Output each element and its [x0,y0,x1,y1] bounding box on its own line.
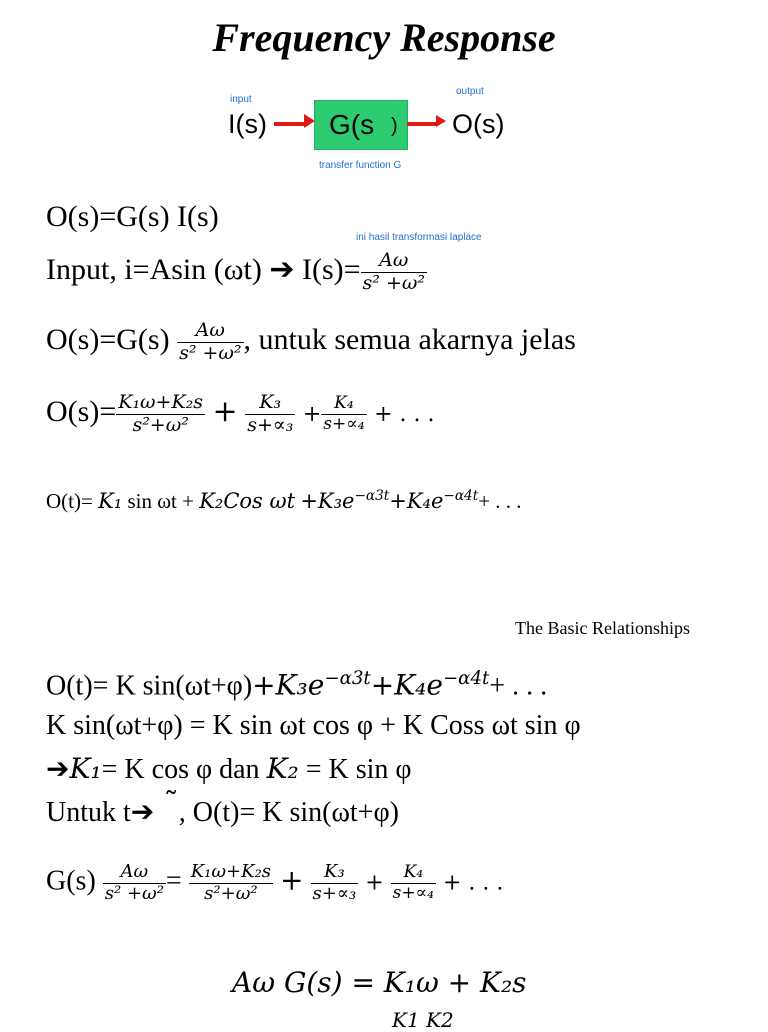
eq5-exp1: −α3t [354,488,390,504]
equation-sine-expansion: K sin(ωt+φ) = K sin ωt cos φ + K Coss ωt sin φ [46,710,581,741]
eq2-num: Aω [361,250,427,273]
eq5-t2: K₂Cos ωt [199,489,296,513]
eq4-plus-2: + [302,402,322,428]
eq8-k1: K₁ [69,752,102,785]
output-arrow-line [407,122,438,126]
eq10-f3-num: K₄ [391,863,436,884]
eq5-t4: +K₄e [389,489,444,513]
eq4-fraction-1 [116,392,205,437]
eq4-f2-num: K₃ [245,392,295,415]
eq3-tail: , untuk semua akarnya jelas [243,323,576,357]
eq10-plus-1: + [280,863,304,897]
output-signal: O(s) [452,109,505,139]
eq5-lead: O(t)= [46,489,93,513]
eq6-tail: + . . . [489,670,548,702]
eq10-tail: + . . . [442,870,504,896]
eq6-lead: O(t)= K sin(ωt+φ) [46,670,253,702]
input-label: input [230,94,252,105]
output-arrow-head-icon [436,115,446,127]
eq10-eq: = [165,865,182,897]
eq5-k1: K₁ [98,489,123,513]
eq10-f3-den: s+∝₄ [392,882,434,903]
eq5-t1: sin ωt + [122,489,200,513]
page-title: Frequency Response [212,15,556,60]
eq4-f2-den: s+∝₃ [247,413,294,436]
laplace-note: ini hasil transformasi laplace [356,232,482,243]
eq4-f3-den: s+∝₄ [323,413,365,434]
eq4-f1-num: K₁ω+K₂s [118,391,204,413]
eq8-tail: = K sin φ [298,754,412,785]
eq5-tail: + . . . [478,489,522,513]
eq6-exp2: −α4t [442,668,490,689]
eq6-t1: +K₃e [252,668,325,702]
eq8-mid: = K cos φ dan [101,754,267,785]
eq9-tail: , O(t)= K sin(ωt+φ) [178,797,399,828]
eq10-fraction-3 [391,863,436,903]
eq2-den: s² +ω² [362,271,425,294]
equation-output-substituted [46,320,576,365]
eq10-plus-2: + [365,870,384,896]
eq4-f3-num: K₄ [321,394,366,415]
eq10-f2-den: s+∝₃ [312,882,357,904]
eq10-f0-num: Aω [103,862,166,884]
eq4-f1-den: s²+ω² [132,413,189,436]
diagram-caption: transfer function G [319,160,402,171]
eq3-fraction [177,320,243,365]
equation-transfer-expansion [46,862,503,904]
eq4-tail: + . . . [374,402,435,428]
transfer-function-block [314,100,408,150]
block-label-paren: ) [391,115,398,137]
equation-partial-fractions [46,392,434,437]
eq2-mid: I(s)= [301,253,361,287]
equation-output-relation: O(s)=G(s) I(s) [46,200,219,233]
eq10-fraction-1 [189,862,273,904]
input-arrow-line [274,122,308,126]
eq8-k2: K₂ [266,752,299,785]
eq10-f0-den: s² +ω² [104,882,164,904]
eq2-lead: Input, i=Asin (ωt) [46,253,262,287]
eq5-exp2: −α4t [443,488,479,504]
arrow-icon: ➔ [269,252,295,288]
eq10-lead: G(s) [46,865,96,897]
section-heading: The Basic Relationships [515,618,690,638]
equation-coefficients [46,752,412,786]
eq2-fraction [361,250,427,295]
equation-partial-bottom: K1 K2 [392,1008,454,1032]
equation-numerator-match: Aω G(s) = K₁ω + K₂s [232,966,527,999]
output-label: output [456,86,484,97]
arrow-icon: ➔ [130,795,155,828]
tilde-icon: ˜ [154,786,179,821]
eq6-t2: +K₄e [370,668,443,702]
eq3-lead: O(s)=G(s) [46,323,170,357]
eq9-lead: Untuk t [46,797,131,828]
block-label: G(s [329,109,375,140]
eq4-plus-1: + [212,394,238,430]
eq10-f1-num: K₁ω+K₂s [190,861,272,882]
eq5-t3: +K₃e [300,489,355,513]
eq6-exp1: −α3t [324,668,371,689]
equation-input-laplace [46,250,427,295]
equation-time-domain-phase [46,668,547,702]
eq10-f2-num: K₃ [311,862,359,884]
eq10-f1-den: s²+ω² [204,882,258,904]
eq4-fraction-3 [321,394,366,434]
eq3-den: s² +ω² [179,341,242,364]
eq3-num: Aω [177,320,243,343]
input-signal: I(s) [228,109,267,139]
equation-steady-state [46,786,399,829]
eq10-fraction-0 [103,862,166,904]
eq4-lead: O(s)= [46,395,117,429]
arrow-icon: ➔ [46,752,70,785]
equation-time-domain [46,488,522,514]
eq10-fraction-2 [311,862,359,904]
eq4-fraction-2 [245,392,295,437]
